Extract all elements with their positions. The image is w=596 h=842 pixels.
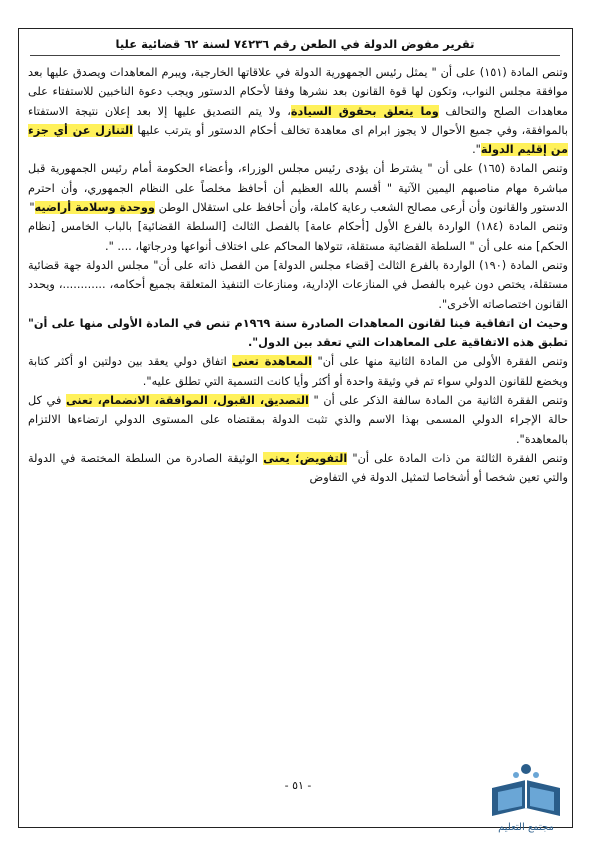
paragraph bbox=[28, 314, 568, 353]
text-segment: وتنص المادة (١٩٠) الواردة بالفرع الثالث [قضاء مجلس الدولة] من الفصل ذاته على أن" مجلس الدولة جهة قضائية مستقلة، يختص دون غيره بالفصل في المنازعات الإدارية، ومنازعات التنفيذ المتعلقة بجميع أحكامه، ............، ويحدد القانون اختصاصاته الأخرى". bbox=[28, 258, 568, 311]
highlighted-text: ووحدة وسلامة أراضيه bbox=[34, 201, 155, 215]
text-segment: وتنص المادة (١٨٤) الواردة بالفرع الأول [أحكام عامة] بالفصل الثالث [السلطة القضائية] بالباب الخامس [نظام الحكم] منه على أن " السلطة القضائية مستقلة، تتولاها المحاكم على اختلاف أنواعها ودرجاتها، .... ". bbox=[28, 220, 568, 253]
document-body bbox=[28, 63, 568, 763]
site-logo bbox=[480, 760, 572, 838]
text-segment: وتنص المادة (١٥١) على أن " يمثل رئيس الجمهورية الدولة في علاقاتها الخارجية، ويبرم المعاهدات ويصدق عليها بعد موافقة مجلس النواب، وتكون لها قوة القانون بعد نشرها وفقا لأحكام الدستور ويجب دعوة الناخبين للاستفتاء على معاهدات الصلح والتحالف bbox=[28, 66, 568, 118]
book-logo-icon bbox=[480, 760, 572, 822]
text-segment: ، ولا يتم التصديق عليها إلا بعد إعلان نتيجة الاستفتاء بالموافقة، وفي جميع الأحوال لا يجوز ابرام اى معاهدة تخالف أحكام الدستور أو يترتب عليها bbox=[28, 104, 568, 137]
page-number: - ٥١ - bbox=[284, 779, 312, 792]
paragraph bbox=[28, 217, 568, 256]
paragraph bbox=[28, 449, 568, 488]
paragraph bbox=[28, 159, 568, 217]
highlighted-text: التنازل عن أي جزء من إقليم الدولة bbox=[28, 123, 568, 157]
paragraph bbox=[28, 391, 568, 449]
bold-text: وحيث ان اتفاقية فينا لقانون المعاهدات الصادرة سنة ١٩٦٩م تنص في المادة الأولى منها على أن" تطبق هذه الاتفاقية على المعاهدات التي تعقد بين الدول". bbox=[28, 316, 568, 350]
text-segment: اتفاق دولي يعقد بين دولتين او أكثر كتابة ويخضع للقانون الدولي سواء تم في وثيقة واحدة أو أكثر وأيا كانت التسمية التي تطلق عليه". bbox=[28, 355, 568, 388]
logo-label: مجتمع التعليم bbox=[498, 822, 554, 833]
text-segment: وتنص الفقرة الثانية من المادة سالفة الذكر على أن " bbox=[308, 394, 568, 408]
text-segment: وتنص المادة (١٦٥) على أن " يشترط أن يؤدى رئيس مجلس الوزراء، وأعضاء الحكومة أمام رئيس الجمهورية قبل مباشرة مهام مناصبهم اليمين الآتية " أقسم بالله العظيم أن أحافظ مخلصاً على النظام الجمهوري، وأن احترم الدستور والقانون وأن أرعى مصالح الشعب رعاية كاملة، وأن أحافظ على استقلال الوطن bbox=[28, 162, 568, 215]
text-segment: في كل حالة الإجراء الدولي المسمى بهذا الاسم والذي تثبت الدولة بمقتضاه على المستوى الدولي ارتضاءها الالتزام بالمعاهدة". bbox=[28, 394, 568, 446]
paragraph bbox=[28, 256, 568, 314]
text-segment: وتنص الفقرة الأولى من المادة الثانية منها على أن" bbox=[312, 355, 568, 369]
text-segment: وتنص الفقرة الثالثة من ذات المادة على أن" bbox=[347, 451, 568, 465]
highlighted-text: وما يتعلق بحقوق السيادة bbox=[290, 104, 439, 118]
text-segment: الوثيقة الصادرة من السلطة المختصة في الدولة والتي تعين شخصا أو أشخاصا لتمثيل الدولة في التفاوض bbox=[28, 451, 568, 485]
text-segment: ". bbox=[472, 143, 481, 157]
highlighted-text: التفويض؛ يعنى bbox=[263, 451, 348, 465]
highlighted-text: المعاهدة تعنى bbox=[232, 355, 313, 369]
text-segment: " bbox=[29, 201, 35, 215]
paragraph bbox=[28, 352, 568, 391]
highlighted-text: التصديق، القبول، الموافقة، الانضمام، تعنى bbox=[65, 394, 309, 408]
page-header: تقرير مفوض الدولة في الطعن رقم ٧٤٢٣٦ لسنة ٦٢ قضائية عليا bbox=[30, 37, 560, 56]
paragraph bbox=[28, 63, 568, 159]
